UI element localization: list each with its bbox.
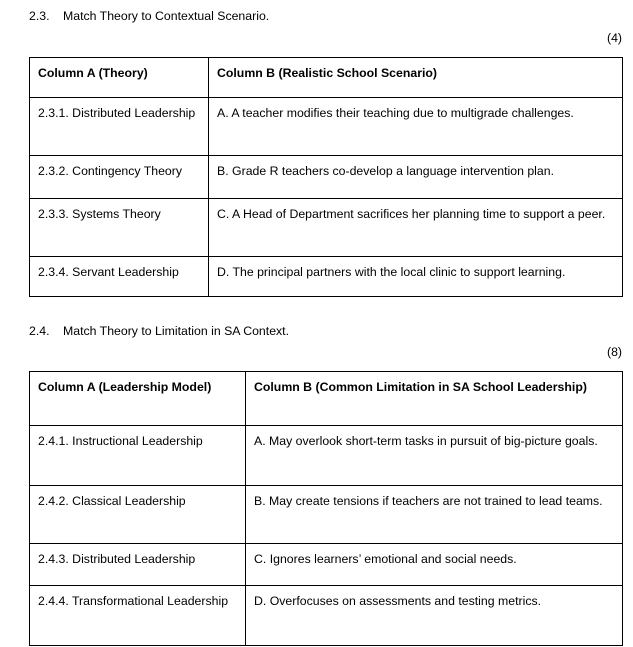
match-item-label: 2.3.3. Systems Theory (30, 199, 209, 257)
table-row (30, 257, 623, 297)
match-item-label: 2.4.3. Distributed Leadership (30, 544, 246, 586)
question-number-2-3: 2.3. (29, 9, 50, 23)
marks-allocation-2-4: (8) (606, 345, 622, 359)
table-header-row (30, 58, 623, 98)
match-option-text: A. May overlook short-term tasks in pursuit of big-picture goals. (246, 426, 623, 486)
match-option-text: A. A teacher modifies their teaching due to multigrade challenges. (209, 98, 623, 156)
column-header-a: Column A (Leadership Model) (30, 372, 246, 426)
match-item-label: 2.3.1. Distributed Leadership (30, 98, 209, 156)
match-option-text: B. May create tensions if teachers are not trained to lead teams. (246, 486, 623, 544)
column-header-a: Column A (Theory) (30, 58, 209, 98)
table-row (30, 486, 623, 544)
match-item-label: 2.3.2. Contingency Theory (30, 156, 209, 199)
table-row (30, 98, 623, 156)
match-option-text: D. The principal partners with the local clinic to support learning. (209, 257, 623, 297)
question-number-2-4: 2.4. (29, 324, 50, 338)
table-row (30, 544, 623, 586)
table-row (30, 199, 623, 257)
match-option-text: C. Ignores learners’ emotional and social needs. (246, 544, 623, 586)
question-heading-2-4 (29, 324, 289, 339)
table-row (30, 426, 623, 486)
matching-table-2-4 (29, 371, 623, 646)
question-heading-2-3 (29, 9, 269, 24)
match-item-label: 2.4.4. Transformational Leadership (30, 586, 246, 646)
table-header-row (30, 372, 623, 426)
question-title-2-4: Match Theory to Limitation in SA Context. (63, 324, 290, 338)
table-row (30, 156, 623, 199)
match-option-text: D. Overfocuses on assessments and testing metrics. (246, 586, 623, 646)
match-item-label: 2.4.1. Instructional Leadership (30, 426, 246, 486)
match-item-label: 2.4.2. Classical Leadership (30, 486, 246, 544)
match-option-text: B. Grade R teachers co-develop a language intervention plan. (209, 156, 623, 199)
table-row (30, 586, 623, 646)
question-title-2-3: Match Theory to Contextual Scenario. (63, 9, 270, 23)
matching-table-2-3 (29, 57, 623, 297)
column-header-b: Column B (Common Limitation in SA School Leadership) (246, 372, 623, 426)
match-option-text: C. A Head of Department sacrifices her planning time to support a peer. (209, 199, 623, 257)
marks-allocation-2-3: (4) (606, 31, 622, 45)
match-item-label: 2.3.4. Servant Leadership (30, 257, 209, 297)
column-header-b: Column B (Realistic School Scenario) (209, 58, 623, 98)
